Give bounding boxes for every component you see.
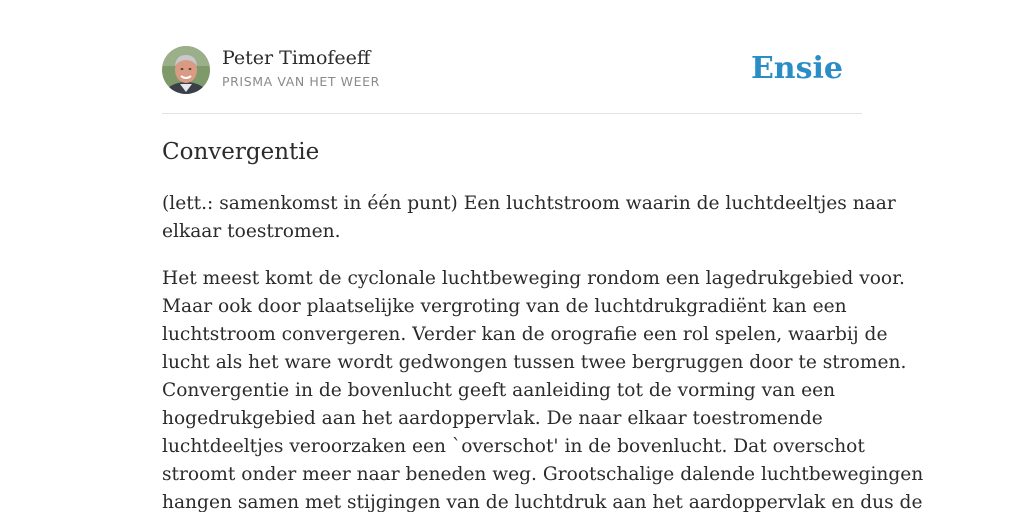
text-line: luchtstroom convergeren. Verder kan de orografie een rol spelen, waarbij de [162, 324, 888, 345]
text-line: lucht als het ware wordt gedwongen tussen twee bergruggen door te stromen. [162, 352, 907, 373]
text-line: hogedrukgebied aan het aardoppervlak. De naar elkaar toestromende [162, 408, 823, 429]
text-line: hangen samen met stijgingen van de luchtdruk aan het aardoppervlak en dus de [162, 492, 923, 512]
text-line: Het meest komt de cyclonale luchtbeweging rondom een lagedrukgebied voor. [162, 268, 905, 289]
author-source[interactable]: PRISMA VAN HET WEER [222, 74, 380, 89]
text-line: Maar ook door plaatselijke vergroting van de luchtdrukgradiënt kan een [162, 296, 847, 317]
text-line: (lett.: samenkomst in één punt) Een luchtstroom waarin de luchtdeeltjes naar [162, 193, 896, 214]
text-line: luchtdeeltjes veroorzaken een `overschot' in de bovenlucht. Dat overschot [162, 436, 865, 457]
page-title: Convergentie [162, 139, 320, 165]
text-line: stroomt onder meer naar beneden weg. Grootschalige dalende luchtbewegingen [162, 464, 924, 485]
avatar[interactable] [162, 46, 210, 94]
definition-paragraph [162, 190, 896, 246]
brand-logo[interactable]: Ensie [750, 51, 843, 86]
author-name[interactable]: Peter Timofeeff [222, 47, 371, 69]
body-paragraph [162, 265, 924, 512]
avatar-portrait-icon [162, 46, 210, 94]
text-line: elkaar toestromen. [162, 221, 341, 242]
header-divider [162, 113, 862, 114]
text-line: Convergentie in de bovenlucht geeft aanleiding tot de vorming van een [162, 380, 836, 401]
article-header [162, 46, 862, 96]
article-page [162, 0, 924, 512]
